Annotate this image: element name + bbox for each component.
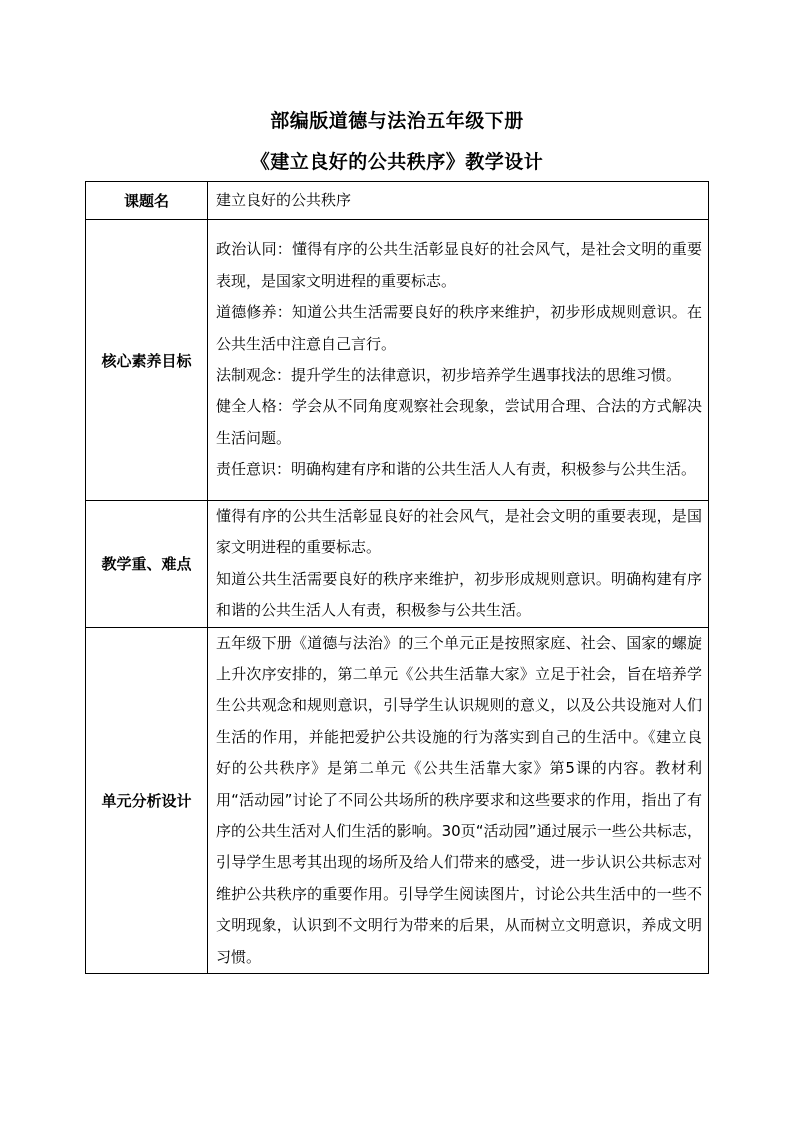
paragraph: 建立良好的公共秩序 — [216, 190, 352, 209]
paragraph: 懂得有序的公共生活彰显良好的社会风气，是社会文明的重要表现，是国家文明进程的重要标志。 — [216, 507, 702, 557]
row-content-key-points — [208, 501, 709, 628]
table-row — [86, 627, 709, 973]
row-content-core-goals — [208, 220, 709, 501]
paragraph: 责任意识：明确构建有序和谐的公共生活人人有责，积极参与公共生活。 — [216, 460, 697, 479]
paragraph: 知道公共生活需要良好的秩序来维护，初步形成规则意识。明确构建有序和谐的公共生活人人有责，积极参与公共生活。 — [216, 569, 702, 620]
row-label-core-goals: 核心素养目标 — [86, 220, 208, 501]
lesson-plan-table — [85, 181, 709, 974]
row-content-topic — [208, 182, 709, 220]
paragraph: 道德修养：知道公共生活需要良好的秩序来维护，初步形成规则意识。在公共生活中注意自己言行。 — [216, 303, 702, 353]
paragraph: 政治认同：懂得有序的公共生活彰显良好的社会风气，是社会文明的重要表现，是国家文明进程的重要标志。 — [216, 240, 702, 290]
row-label-key-points: 教学重、难点 — [86, 501, 208, 628]
row-label-unit-analysis: 单元分析设计 — [86, 627, 208, 973]
paragraph: 法制观念：提升学生的法律意识，初步培养学生遇事找法的思维习惯。 — [216, 366, 682, 384]
row-content-unit-analysis — [208, 627, 709, 973]
row-label-topic: 课题名 — [86, 182, 208, 220]
table-row — [86, 220, 709, 501]
document-subtitle: 《建立良好的公共秩序》教学设计 — [250, 151, 544, 173]
table-row — [86, 501, 709, 628]
table-row — [86, 182, 709, 220]
document-title: 部编版道德与法治五年级下册 — [270, 110, 524, 132]
paragraph: 健全人格：学会从不同角度观察社会现象，尝试用合理、合法的方式解决生活问题。 — [216, 397, 702, 447]
paragraph: 五年级下册《道德与法治》的三个单元正是按照家庭、社会、国家的螺旋上升次序安排的，第二单元《公共生活靠大家》立足于社会，旨在培养学生公共观念和规则意识，引导学生认识规则的意义，以及公共设施对人们生活的作用，并能把爱护公共设施的行为落实到自己的生活中。《建立良好的公共秩序》是第二单元《公共生活靠大家》第5课的内容。教材利用“活动园”讨论了不同公共场所的秩序要求和这些要求的作用，指出了有序的公共生活对人们生活的影响。30页“活动园”通过展示一些公共标志，引导学生思考其出现的场所及给人们带来的感受，进一步认识公共标志对维护公共秩序的重要作用。引导学生阅读图片，讨论公共生活中的一些不文明现象，认识到不文明行为带来的后果，从而树立文明意识，养成文明习惯。 — [216, 633, 702, 966]
